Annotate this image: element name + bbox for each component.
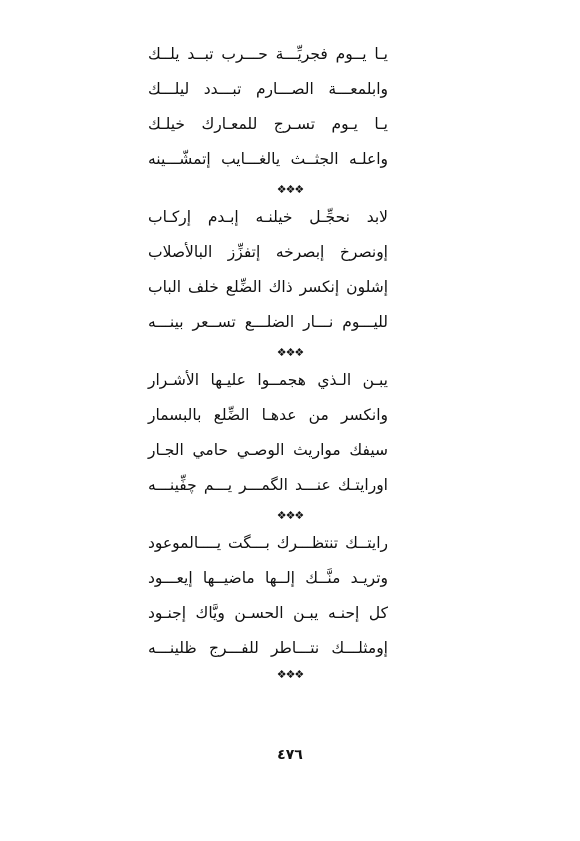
verse-line: رايتــك تنتظـــرك بـــگت يــــالموعود: [148, 534, 388, 552]
stanza-divider: ❖❖❖: [276, 509, 304, 522]
verse-line: يـا يـوم تسـرج للمعـارك خيلـك: [148, 115, 388, 133]
verse-line: سيفك مواريث الوصـي حامي الجـار: [148, 441, 388, 459]
verse-line: يبـن الـذي هجمــوا عليـها الأشـرار: [148, 371, 388, 389]
page-number: ٤٧٦: [277, 747, 303, 763]
poem-stanza-1: [148, 37, 388, 177]
verse-line: وانكسر من عدهـا الضِّلع بالبسمار: [148, 406, 388, 424]
verse-line: يـا يــوم فجريِّـــة حـــرب تبــد يلــك: [148, 45, 388, 63]
poem-stanza-4: [148, 526, 388, 666]
verse-line: وتريـد منَّــك إلــها ماضيــها إيعـــود: [148, 569, 388, 587]
verse-line: إشلون إنكسر ذاك الضِّلع خلف الباب: [148, 278, 388, 296]
verse-line: لليـــوم نـــار الضلـــع تســعر بينـــه: [148, 313, 388, 331]
verse-line: إونصرخ إبصرخه إتفزِّز البالأصلاب: [148, 243, 388, 261]
poem-stanza-2: [148, 200, 388, 340]
verse-line: لابد نحجِّـل خيلنـه إبـدم إركـاب: [148, 208, 388, 226]
poem-stanza-3: [148, 363, 388, 503]
verse-line: كل إحنـه يبـن الحسـن ويَّاك إجنـود: [148, 604, 388, 622]
stanza-divider: ❖❖❖: [276, 183, 304, 196]
stanza-divider: ❖❖❖: [276, 346, 304, 359]
verse-line: وابلمعـــة الصـــارم تبـــدد ليلـــك: [148, 80, 388, 98]
verse-line: اورايتـك عنـــد الگمـــر يـــم چفِّينـــه: [148, 476, 388, 494]
stanza-divider: ❖❖❖: [276, 668, 304, 681]
verse-line: إومثلـــك نتـــاطر للفـــرج ظلينـــه: [148, 639, 388, 657]
verse-line: واعلـه الجثــث يالغـــايب إتمشّـــينه: [148, 150, 388, 168]
